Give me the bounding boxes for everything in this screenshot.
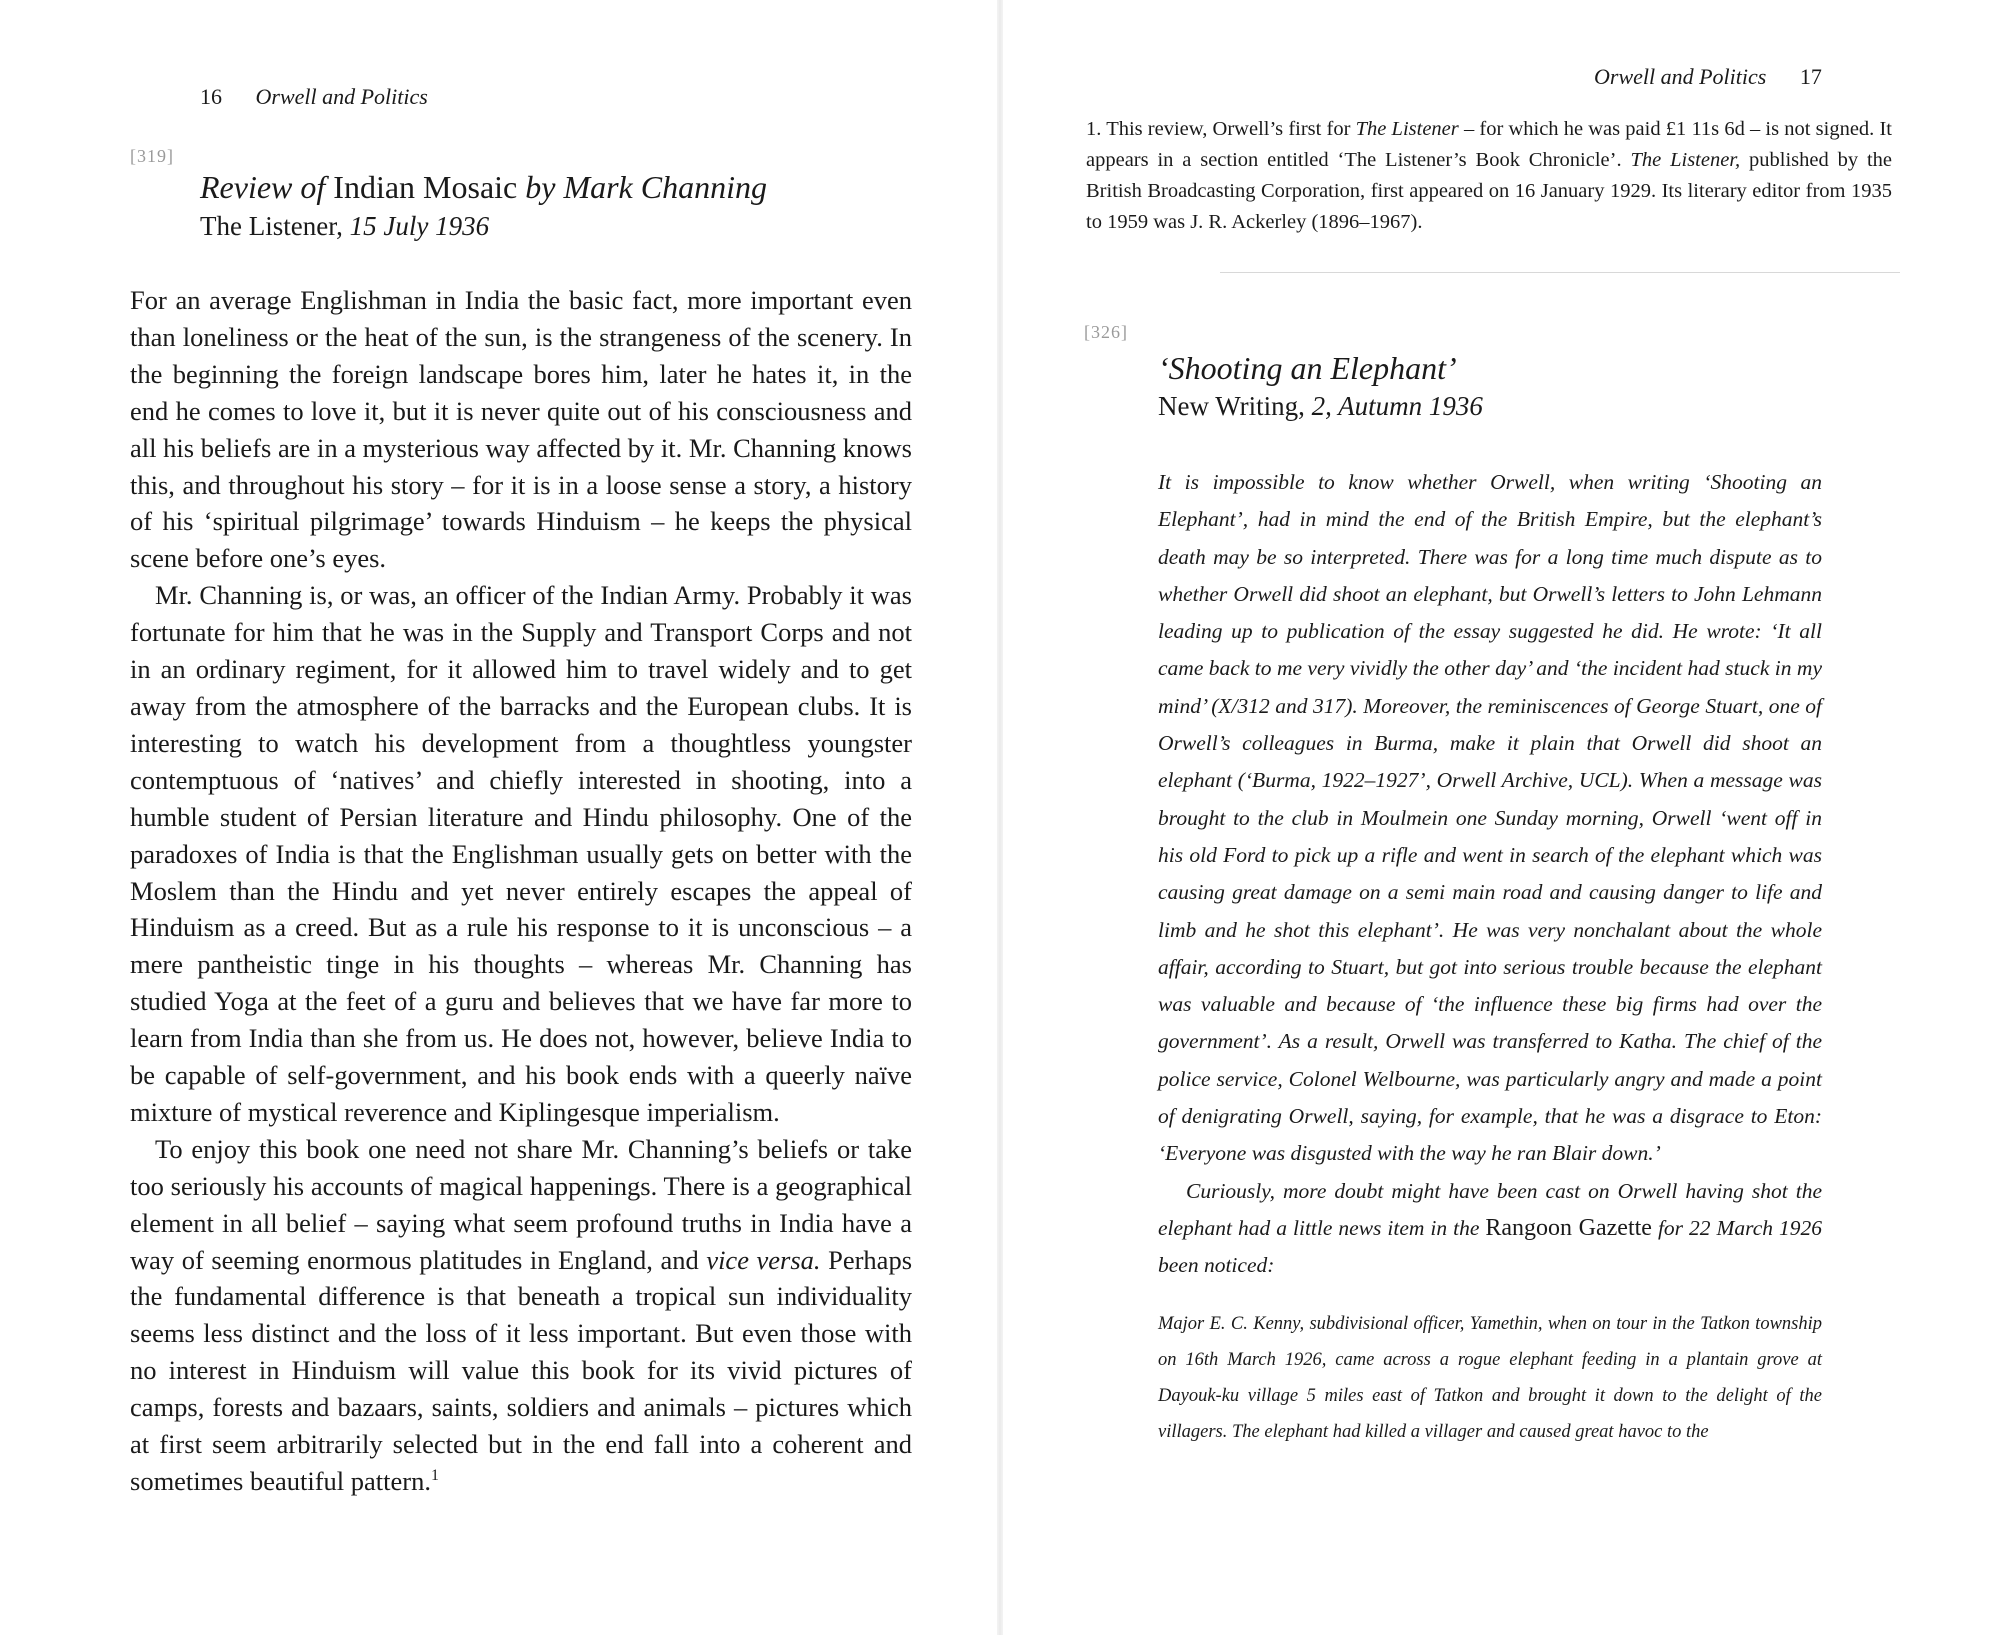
right-article-title: ‘Shooting an Elephant’ bbox=[1158, 350, 1457, 386]
body-paragraph-1: For an average Englishman in India the basic fact, more important even than loneliness or the heat of the sun, is the strangeness of the scenery. In the beginning the foreign landscape bores him, later he hates it, in the end he comes to love it, but it is never quite out of his consciousness and all his beliefs are in a mysterious way affected by it. Mr. Channing knows this, and throughout his story – for it is in a loose sense a story, a history of his ‘spiritual pilgrimage’ towards Hinduism – he keeps the physical scene before one’s eyes. bbox=[130, 285, 912, 574]
title-book: Indian Mosaic bbox=[333, 169, 518, 205]
subtitle-publication: The Listener, bbox=[200, 211, 343, 241]
body-paragraph-3 bbox=[130, 1131, 912, 1500]
footnote-text-1: This review, Orwell’s first for bbox=[1106, 118, 1351, 140]
intro2-gazette: Rangoon Gazette bbox=[1485, 1214, 1652, 1241]
left-page-number: 16 bbox=[200, 84, 222, 109]
body-paragraph-2: Mr. Channing is, or was, an officer of the Indian Army. Probably it was fortunate for him that he was in the Supply and Transport Corps and not in an ordinary regiment, for it allowed him to travel widely and to get away from the atmosphere of the barracks and the European clubs. It is interesting to watch his development from a thoughtless youngster contemptuous of ‘natives’ and chiefly interested in shooting, into a humble student of Persian literature and Hindu philosophy. One of the paradoxes of India is that the Englishman usually gets on better with the Moslem than the Hindu and yet never entirely escapes the appeal of Hinduism as a creed. But as a rule his response to it is unconscious – a mere pantheistic tinge in his thoughts – whereas Mr. Channing has studied Yoga at the feet of a guru and believes that we have far more to learn from India than she from us. He does not, however, believe India to be capable of self-government, and his book ends with a queerly naïve mixture of mystical reverence and Kiplingesque imperialism. bbox=[130, 580, 912, 1127]
footnote-number: 1. bbox=[1086, 118, 1102, 140]
left-running-title: Orwell and Politics bbox=[255, 84, 428, 109]
para3-part2: Perhaps the fundamental difference is that beneath a tropical sun individuality seems less distinct and the loss of it less important. But even those with no interest in Hinduism will value this book for its vivid pictures of camps, forests and bazaars, saints, soldiers and animals – pictures which at first seem arbitrarily selected but in the end fall into a coherent and sometimes beautiful pattern. bbox=[130, 1244, 913, 1496]
left-article-title bbox=[200, 168, 767, 206]
para3-part1: To enjoy this book one need not share Mr. Channing’s beliefs or take too seriously his accounts of magical happenings. There is a geographical element in all belief – saying what seem profound truths in India have a way of seeming enormous platitudes in England, and bbox=[130, 1133, 912, 1275]
left-article-subtitle bbox=[200, 210, 489, 242]
footnote-listener-1: The Listener bbox=[1355, 118, 1459, 140]
right-running-head bbox=[1594, 64, 1822, 90]
subtitle-date: 15 July 1936 bbox=[349, 211, 490, 241]
footnote-listener-2: The Listener, bbox=[1630, 149, 1741, 171]
right-page bbox=[1000, 0, 2000, 1635]
intro-paragraph: It is impossible to know whether Orwell, when writing ‘Shooting an Elephant’, had in mind the end of the British Empire, but the elephant’s death may be so interpreted. There was for a long time much dispute as to whether Orwell did shoot an elephant, but Orwell’s letters to John Lehmann leading up to publication of the essay suggested he did. He wrote: ‘It all came back to me very vividly the other day’ and ‘the incident had stuck in my mind’ (X/312 and 317). Moreover, the reminiscences of George Stuart, one of Orwell’s colleagues in Burma, make it plain that Orwell did shoot an elephant (‘Burma, 1922–1927’, Orwell Archive, UCL). When a message was brought to the club in Moulmein one Sunday morning, Orwell ‘went off in his old Ford to pick up a rifle and went in search of the elephant which was causing great damage on a semi main road and causing danger to life and limb and he shot this elephant’. He was very nonchalant about the whole affair, according to Stuart, but got into serious trouble because the elephant was valuable and because of ‘the influence these big firms had over the government’. As a result, Orwell was transferred to Katha. The chief of the police service, Colonel Welbourne, was particularly angry and made a point of denigrating Orwell, saying, for example, that he was a disgrace to Eton: ‘Everyone was disgusted with the way he ran Blair down.’ bbox=[1158, 470, 1822, 1166]
footnote-text-3: published by the British Broadcasting Corporation, first appeared on 16 January 1929. Its literary editor from 1935 to 1959 was J. R. Ackerley (1896–1967). bbox=[1086, 149, 1893, 233]
title-prefix: Review of bbox=[200, 169, 326, 205]
footnote-text-2: – for which he was paid £1 11s 6d – is not signed. It appears in a section entitled ‘The Listener’s Book Chronicle’. bbox=[1086, 118, 1893, 171]
footnote-reference: 1 bbox=[431, 1467, 439, 1485]
section-divider bbox=[1220, 272, 1900, 273]
footnote bbox=[1086, 114, 1892, 238]
right-article-subtitle bbox=[1158, 390, 1483, 422]
right-item-number: [326] bbox=[1084, 322, 1128, 342]
intro-paragraph-2 bbox=[1158, 1173, 1822, 1285]
intro2-part1: Curiously, more doubt might have been cast on Orwell having shot the elephant had a little news item in the bbox=[1158, 1178, 1822, 1240]
para3-vice-versa: vice versa. bbox=[706, 1244, 821, 1275]
intro2-part2: for 22 March 1926 been noticed: bbox=[1158, 1215, 1823, 1278]
right-page-number: 17 bbox=[1799, 64, 1822, 89]
left-body-text bbox=[130, 282, 912, 1500]
left-item-number: [319] bbox=[130, 146, 174, 166]
title-suffix: by Mark Channing bbox=[525, 169, 767, 205]
gazette-quotation: Major E. C. Kenny, subdivisional officer, Yamethin, when on tour in the Tatkon township on 16th March 1926, came across a rogue elephant feeding in a plantain grove at Dayouk-ku village 5 miles east of Tatkon and brought it down to the delight of the villagers. The elephant had killed a villager and caused great havoc to the bbox=[1158, 1314, 1822, 1442]
left-running-head bbox=[200, 84, 428, 110]
right-running-title: Orwell and Politics bbox=[1594, 64, 1767, 89]
right-subtitle-detail: 2, Autumn 1936 bbox=[1311, 391, 1483, 421]
editor-introduction bbox=[1158, 464, 1822, 1285]
right-subtitle-publication: New Writing, bbox=[1158, 391, 1305, 421]
